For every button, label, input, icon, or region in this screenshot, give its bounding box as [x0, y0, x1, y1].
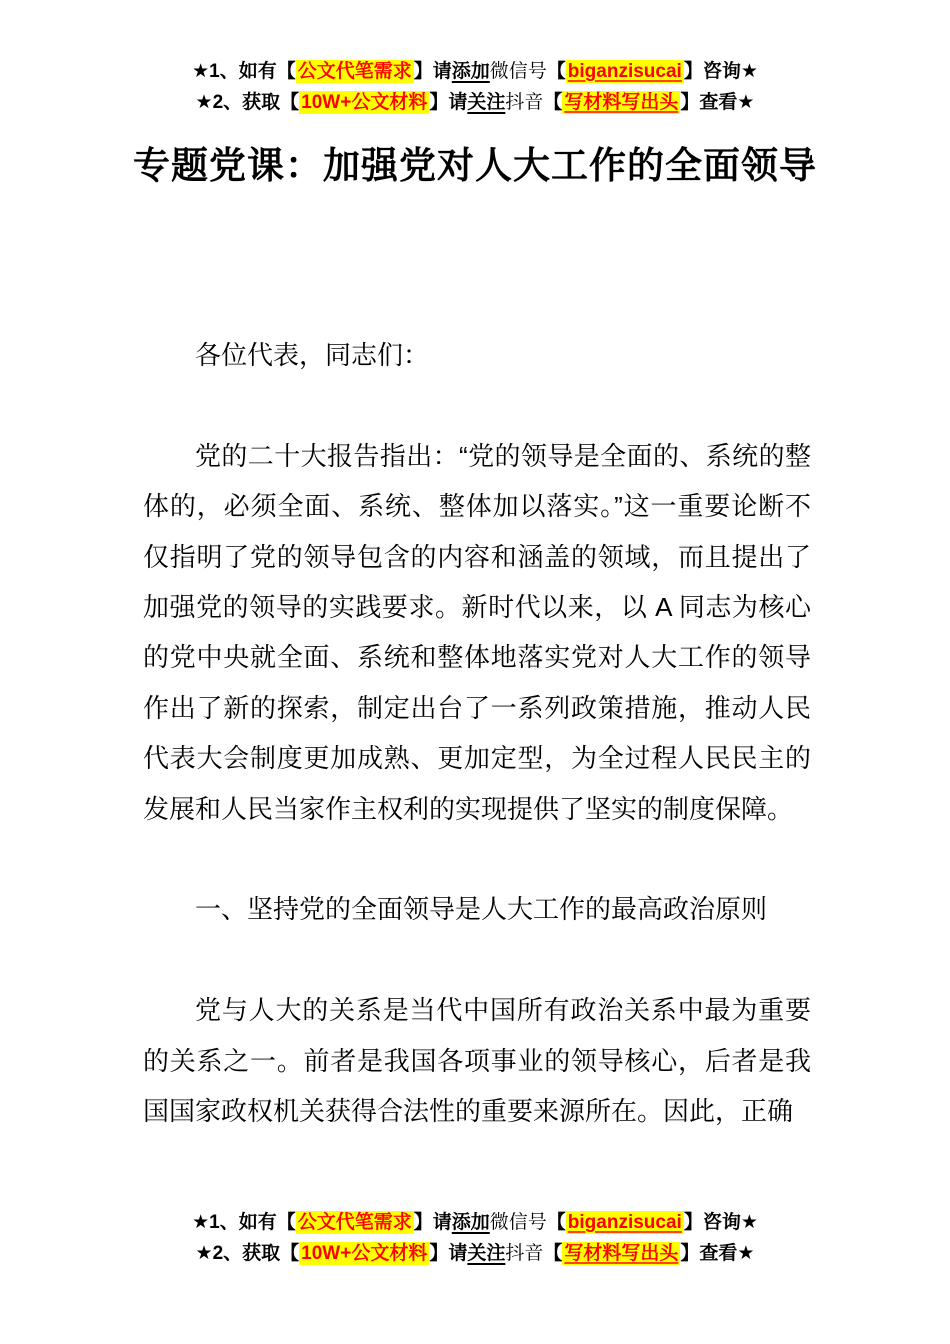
doc-body — [143, 330, 811, 1136]
promo-wechat-id: biganzisucai — [567, 1212, 682, 1233]
promo-text: ★1、如有【 — [192, 61, 296, 82]
promo-text: ★2、获取【 — [195, 1243, 300, 1264]
promo-text: 【 — [546, 1212, 566, 1233]
doc-title: 专题党课：加强党对人大工作的全面领导 — [133, 145, 817, 186]
promo-text: 】请 — [413, 61, 452, 82]
promo-text: 】请 — [413, 1212, 452, 1233]
promo-line-2 — [0, 1238, 950, 1269]
promo-highlight-service: 公文代笔需求 — [297, 1212, 412, 1233]
promo-text: 】查看★ — [680, 92, 755, 113]
promo-text: 】咨询★ — [683, 61, 758, 82]
promo-line-1 — [0, 1207, 950, 1238]
promo-action-follow: 关注 — [467, 92, 506, 113]
promo-text-wechat: 微信号 — [489, 1212, 547, 1233]
promo-action-add: 添加 — [451, 1212, 490, 1233]
promo-highlight-service: 公文代笔需求 — [297, 61, 412, 82]
promo-text: 】请 — [429, 1243, 468, 1264]
promo-text-wechat: 微信号 — [489, 61, 547, 82]
promo-text: 】查看★ — [680, 1243, 755, 1264]
promo-line-2 — [0, 87, 950, 118]
promo-text: 】请 — [429, 92, 468, 113]
promo-text-douyin: 抖音 — [505, 1243, 544, 1264]
promo-action-add: 添加 — [451, 61, 490, 82]
promo-line-1 — [0, 56, 950, 87]
promo-text: 】咨询★ — [683, 1212, 758, 1233]
promo-highlight-materials: 10W+公文材料 — [301, 92, 428, 113]
promo-wechat-id: biganzisucai — [567, 61, 682, 82]
paragraph-salutation: 各位代表，同志们： — [195, 340, 430, 370]
promo-banner-top — [0, 56, 950, 118]
promo-text: ★2、获取【 — [195, 92, 300, 113]
promo-banner-bottom — [0, 1207, 950, 1269]
promo-text: 【 — [546, 61, 566, 82]
promo-douyin-id: 写材料写出头 — [564, 92, 679, 113]
promo-douyin-id: 写材料写出头 — [564, 1243, 679, 1264]
promo-text: 【 — [543, 92, 563, 113]
paragraph-body-2: 党与人大的关系是当代中国所有政治关系中最为重要的关系之一。前者是我国各项事业的领导核心，后者是我国国家政权机关获得合法性的重要来源所在。因此，正确 — [143, 995, 811, 1127]
promo-text-douyin: 抖音 — [505, 92, 544, 113]
section-heading-1: 一、坚持党的全面领导是人大工作的最高政治原则 — [195, 894, 768, 925]
paragraph-body-1: 党的二十大报告指出：“党的领导是全面的、系统的整体的，必须全面、系统、整体加以落实。”这一重要论断不仅指明了党的领导包含的内容和涵盖的领域，而且提出了加强党的领导的实践要求。新时代以来，以 A 同志为核心的党中央就全面、系统和整体地落实党对人大工作的领导作出了新的探索，制定出台了一系列政策措施，推动人民代表大会制度更加成熟、更加定型，为全过程人民民主的发展和人民当家作主权利的实现提供了坚实的制度保障。 — [143, 440, 811, 824]
promo-text: ★1、如有【 — [192, 1212, 296, 1233]
promo-highlight-materials: 10W+公文材料 — [301, 1243, 428, 1264]
promo-action-follow: 关注 — [467, 1243, 506, 1264]
promo-text: 【 — [543, 1243, 563, 1264]
